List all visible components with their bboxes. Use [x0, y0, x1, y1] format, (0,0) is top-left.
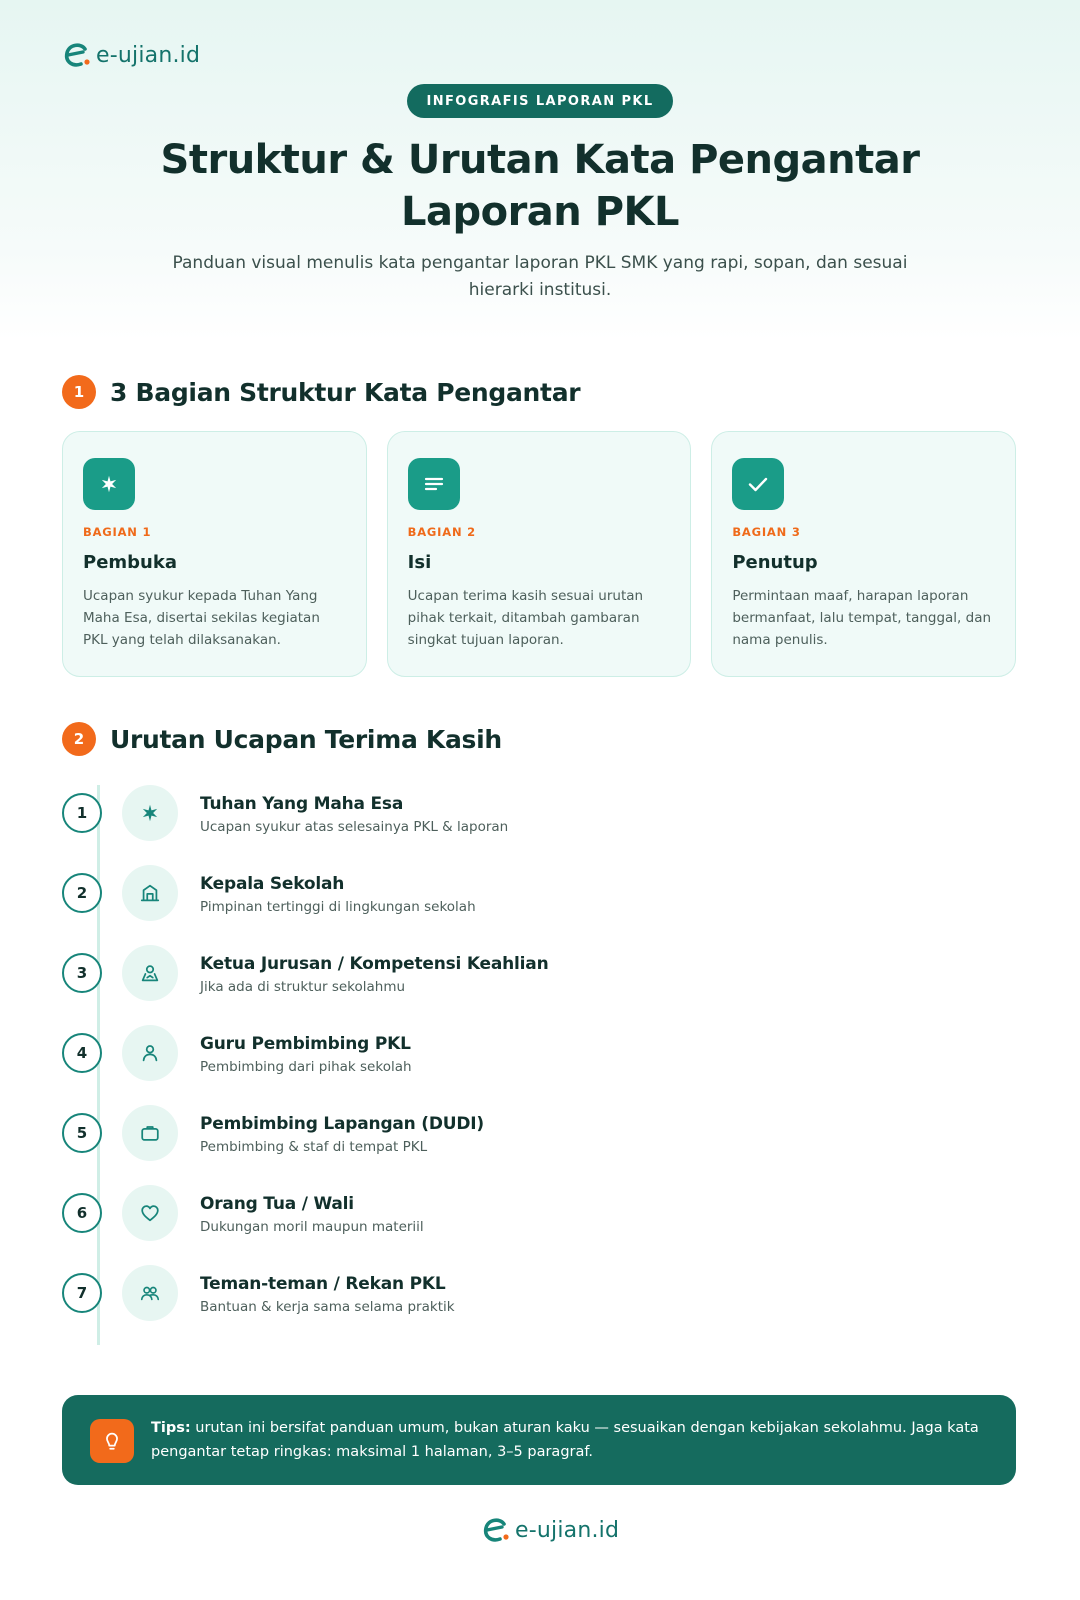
page-title: [100, 134, 980, 238]
section-title: Urutan Ucapan Terima Kasih: [110, 724, 502, 754]
timeline-step: [62, 1105, 762, 1165]
user-icon: [122, 1025, 178, 1081]
card-title: Isi: [407, 552, 432, 573]
step-title: Pembimbing Lapangan (DUDI): [200, 1114, 484, 1134]
step-subtitle: Pimpinan tertinggi di lingkungan sekolah: [200, 899, 476, 915]
step-number: 6: [62, 1193, 102, 1233]
heart-icon: [122, 1185, 178, 1241]
step-number: 4: [62, 1033, 102, 1073]
logo-mark-icon: [62, 40, 92, 70]
tips-label: Tips:: [151, 1420, 191, 1436]
card-tag: BAGIAN 3: [732, 525, 801, 539]
thanks-order-timeline: [62, 785, 762, 1355]
step-number: 2: [62, 873, 102, 913]
structure-cards: [62, 431, 1016, 677]
step-title: Guru Pembimbing PKL: [200, 1034, 411, 1054]
step-subtitle: Dukungan moril maupun materiil: [200, 1219, 424, 1235]
step-subtitle: Pembimbing dari pihak sekolah: [200, 1059, 412, 1075]
step-subtitle: Jika ada di struktur sekolahmu: [200, 979, 406, 995]
step-title: Kepala Sekolah: [200, 874, 345, 894]
timeline-step: [62, 865, 762, 925]
step-title: Orang Tua / Wali: [200, 1194, 354, 1214]
card-tag: BAGIAN 1: [83, 525, 152, 539]
timeline-step: [62, 785, 762, 845]
page-subtitle: Panduan visual menulis kata pengantar laporan PKL SMK yang rapi, sopan, dan sesuai hierarki institusi.: [172, 253, 908, 300]
step-number: 3: [62, 953, 102, 993]
timeline-step: [62, 945, 762, 1005]
step-number: 1: [62, 793, 102, 833]
lightbulb-icon: [90, 1419, 134, 1463]
users-icon: [122, 1265, 178, 1321]
footer-logo: [481, 1515, 619, 1545]
header-badge: INFOGRAFIS LAPORAN PKL: [407, 84, 673, 118]
section-1-header: [62, 375, 580, 409]
page-title-line-2: Laporan PKL: [400, 189, 679, 235]
step-title: Ketua Jurusan / Kompetensi Keahlian: [200, 954, 549, 974]
card-title: Penutup: [732, 552, 818, 573]
step-subtitle: Ucapan syukur atas selesainya PKL & laporan: [200, 819, 509, 835]
card-tag: BAGIAN 2: [407, 525, 476, 539]
briefcase-icon: [122, 1105, 178, 1161]
brand-name: e-ujian.id: [515, 1517, 620, 1543]
timeline-step: [62, 1025, 762, 1085]
lines-icon: [408, 458, 460, 510]
building-icon: [122, 865, 178, 921]
page-title-line-1: Struktur & Urutan Kata Pengantar: [160, 137, 920, 183]
card-text: Permintaan maaf, harapan laporan bermanfaat, lalu tempat, tanggal, dan nama penulis.: [732, 588, 992, 648]
section-number: 2: [62, 722, 96, 756]
tips-body: urutan ini bersifat panduan umum, bukan aturan kaku — sesuaikan dengan kebijakan sekolahmu. Jaga kata pengantar tetap ringkas: maksimal 1 halaman, 3–5 paragraf.: [151, 1420, 979, 1460]
step-subtitle: Pembimbing & staf di tempat PKL: [200, 1139, 428, 1155]
section-number: 1: [62, 375, 96, 409]
card-text: Ucapan syukur kepada Tuhan Yang Maha Esa, disertai sekilas kegiatan PKL yang telah dilaksanakan.: [83, 588, 320, 648]
graduate-icon: [122, 945, 178, 1001]
sparkle-icon: [122, 785, 178, 841]
card-isi: [387, 431, 692, 677]
check-icon: [732, 458, 784, 510]
step-number: 5: [62, 1113, 102, 1153]
tips-box: [62, 1395, 1016, 1485]
card-title: Pembuka: [83, 552, 177, 573]
brand-logo: [62, 40, 200, 70]
brand-name: e-ujian.id: [96, 42, 201, 68]
timeline-step: [62, 1265, 762, 1325]
step-subtitle: Bantuan & kerja sama selama praktik: [200, 1299, 455, 1315]
card-text: Ucapan terima kasih sesuai urutan pihak terkait, ditambah gambaran singkat tujuan laporan.: [407, 588, 644, 648]
section-title: 3 Bagian Struktur Kata Pengantar: [110, 377, 581, 407]
card-penutup: [711, 431, 1016, 677]
logo-mark-icon: [481, 1515, 511, 1545]
sparkle-icon: [83, 458, 135, 510]
step-title: Tuhan Yang Maha Esa: [200, 794, 404, 814]
section-2-header: [62, 722, 502, 756]
card-pembuka: [62, 431, 367, 677]
timeline-step: [62, 1185, 762, 1245]
step-number: 7: [62, 1273, 102, 1313]
step-title: Teman-teman / Rekan PKL: [200, 1274, 446, 1294]
tips-text: [151, 1416, 991, 1464]
